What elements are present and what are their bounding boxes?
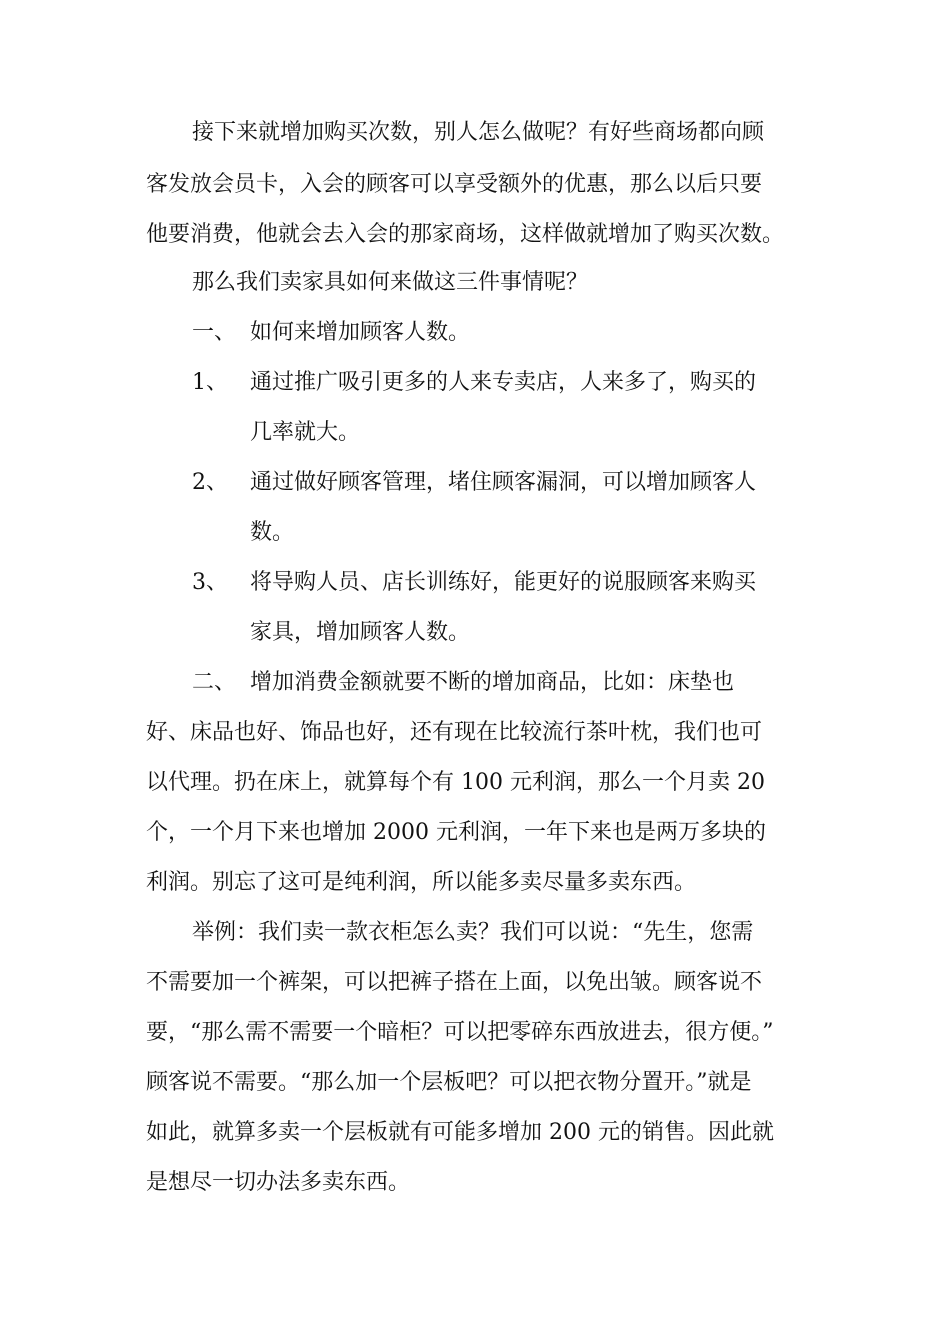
paragraph-1-line-1: 接下来就增加购买次数，别人怎么做呢？有好些商场都向顾 — [192, 120, 765, 145]
section-1-number: 一、 — [192, 320, 237, 345]
paragraph-2: 那么我们卖家具如何来做这三件事情呢？ — [192, 270, 589, 295]
section-2-line-4: 个，一个月下来也增加 2000 元利润，一年下来也是两万多块的 — [146, 820, 766, 845]
item-3-number: 3、 — [192, 570, 228, 595]
section-2-number: 二、 — [192, 670, 237, 695]
section-2-line-2: 好、床品也好、饰品也好，还有现在比较流行茶叶枕，我们也可 — [146, 720, 763, 745]
item-1-line-2: 几率就大。 — [250, 420, 361, 445]
section-2-line-3: 以代理。扔在床上，就算每个有 100 元利润，那么一个月卖 20 — [146, 770, 765, 795]
item-2-line-2: 数。 — [250, 520, 295, 545]
section-1-title: 如何来增加顾客人数。 — [250, 320, 471, 345]
item-2-number: 2、 — [192, 470, 228, 495]
item-1-line-1: 通过推广吸引更多的人来专卖店，人来多了，购买的 — [250, 370, 757, 395]
item-3-line-2: 家具，增加顾客人数。 — [250, 620, 471, 645]
item-1-number: 1、 — [192, 370, 228, 395]
paragraph-1-line-3: 他要消费，他就会去入会的那家商场，这样做就增加了购买次数。 — [146, 222, 785, 247]
example-line-4: 顾客说不需要。“那么加一个层板吧？可以把衣物分置开。”就是 — [146, 1070, 752, 1095]
item-3-line-1: 将导购人员、店长训练好，能更好的说服顾客来购买 — [250, 570, 757, 595]
example-line-6: 是想尽一切办法多卖东西。 — [146, 1170, 411, 1195]
example-line-3: 要，“那么需不需要一个暗柜？可以把零碎东西放进去，很方便。” — [146, 1020, 774, 1045]
example-line-2: 不需要加一个裤架，可以把裤子搭在上面，以免出皱。顾客说不 — [146, 970, 763, 995]
section-2-line-5: 利润。别忘了这可是纯利润，所以能多卖尽量多卖东西。 — [146, 870, 697, 895]
example-line-1: 举例：我们卖一款衣柜怎么卖？我们可以说：“先生，您需 — [192, 920, 754, 945]
paragraph-1-line-2: 客发放会员卡，入会的顾客可以享受额外的优惠，那么以后只要 — [146, 172, 763, 197]
example-line-5: 如此，就算多卖一个层板就有可能多增加 200 元的销售。因此就 — [146, 1120, 774, 1145]
section-2-line-1: 增加消费金额就要不断的增加商品，比如：床垫也 — [250, 670, 735, 695]
item-2-line-1: 通过做好顾客管理，堵住顾客漏洞，可以增加顾客人 — [250, 470, 757, 495]
